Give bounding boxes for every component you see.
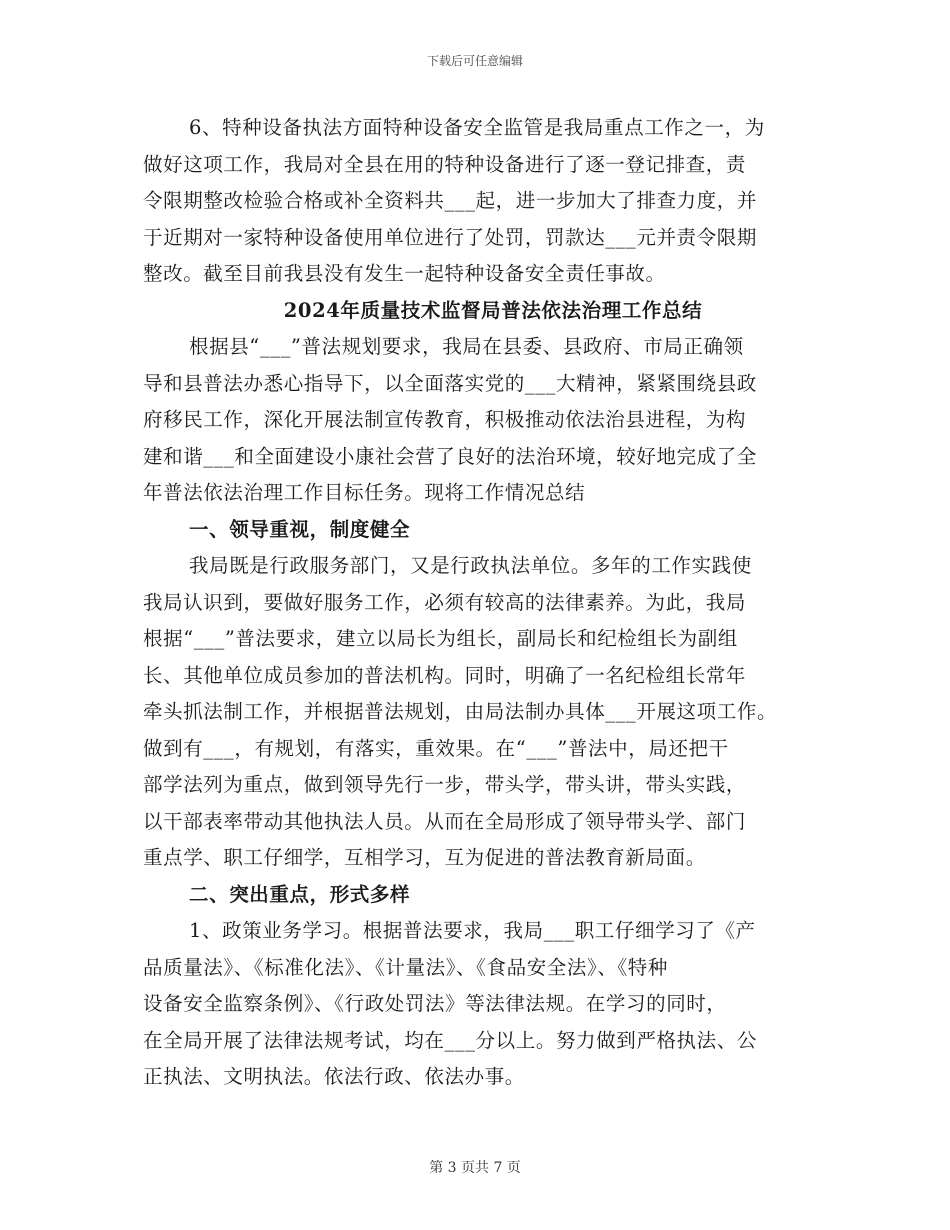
paragraph-line: 设备安全监察条例》、《行政处罚法》等法律法规。在学习的同时， — [143, 992, 727, 1015]
header-note: 下载后可任意编辑 — [426, 54, 523, 68]
paragraph-line: 长、其他单位成员参加的普法机构。同时，明确了一名纪检组长常年 — [143, 663, 747, 687]
paragraph-line: 建和谐___和全面建设小康社会营了良好的法治环境，较好地完成了全 — [143, 444, 757, 468]
paragraph-line: 6、特种设备执法方面特种设备安全监管是我局重点工作之一，为 — [189, 116, 765, 139]
section-heading: 二、突出重点，形式多样 — [189, 882, 411, 906]
paragraph-line: 牵头抓法制工作，并根据普法规划，由局法制办具体___开展这项工作。 — [143, 700, 778, 723]
paragraph-line: 在全局开展了法律法规考试，均在___分以上。努力做到严格执法、公 — [143, 1028, 757, 1052]
paragraph-line: 令限期整改检验合格或补全资料共___起，进一步加大了排查力度，并 — [143, 189, 757, 212]
paragraph-line: 于近期对一家特种设备使用单位进行了处罚，罚款达___元并责令限期 — [143, 225, 757, 249]
paragraph-line: 部学法列为重点，做到领导先行一步，带头学，带头讲，带头实践， — [143, 773, 747, 796]
paragraph-line: 府移民工作，深化开展法制宣传教育，积极推动依法治县进程，为构 — [143, 408, 747, 431]
paragraph-line: 做好这项工作，我局对全县在用的特种设备进行了逐一登记排查，责 — [143, 152, 747, 176]
section-heading: 一、领导重视，制度健全 — [189, 517, 411, 541]
paragraph-line: 根据县“___”普法规划要求，我局在县委、县政府、市局正确领 — [189, 335, 744, 358]
document-title: 2024年质量技术监督局普法依法治理工作总结 — [283, 298, 703, 322]
paragraph-line: 年普法依法治理工作目标任务。现将工作情况总结 — [143, 481, 586, 504]
paragraph-line: 品质量法》、《标准化法》、《计量法》、《食品安全法》、《特种 — [143, 955, 669, 979]
paragraph-line: 导和县普法办悉心指导下，以全面落实党的___大精神，紧紧围绕县政 — [143, 371, 757, 395]
paragraph-line: 根据“___”普法要求，建立以局长为组长，副局长和纪检组长为副组 — [143, 627, 738, 650]
paragraph-line: 做到有___，有规划，有落实，重效果。在“___”普法中，局还把干 — [143, 736, 729, 760]
paragraph-line: 1、政策业务学习。根据普法要求，我局___职工仔细学习了《产 — [189, 919, 756, 942]
paragraph-line: 正执法、文明执法。依法行政、依法办事。 — [143, 1065, 525, 1088]
paragraph-line: 我局既是行政服务部门，又是行政执法单位。多年的工作实践使 — [189, 554, 752, 577]
paragraph-line: 整改。截至目前我县没有发生一起特种设备安全责任事故。 — [143, 262, 666, 285]
page-number: 第 3 页共 7 页 — [429, 1160, 521, 1176]
document-body — [143, 110, 823, 1096]
paragraph-line: 重点学、职工仔细学，互相学习，互为促进的普法教育新局面。 — [143, 846, 706, 869]
paragraph-line: 我局认识到，要做好服务工作，必须有较高的法律素养。为此，我局 — [143, 590, 747, 614]
paragraph-line: 以干部表率带动其他执法人员。从而在全局形成了领导带头学、部门 — [143, 809, 747, 833]
